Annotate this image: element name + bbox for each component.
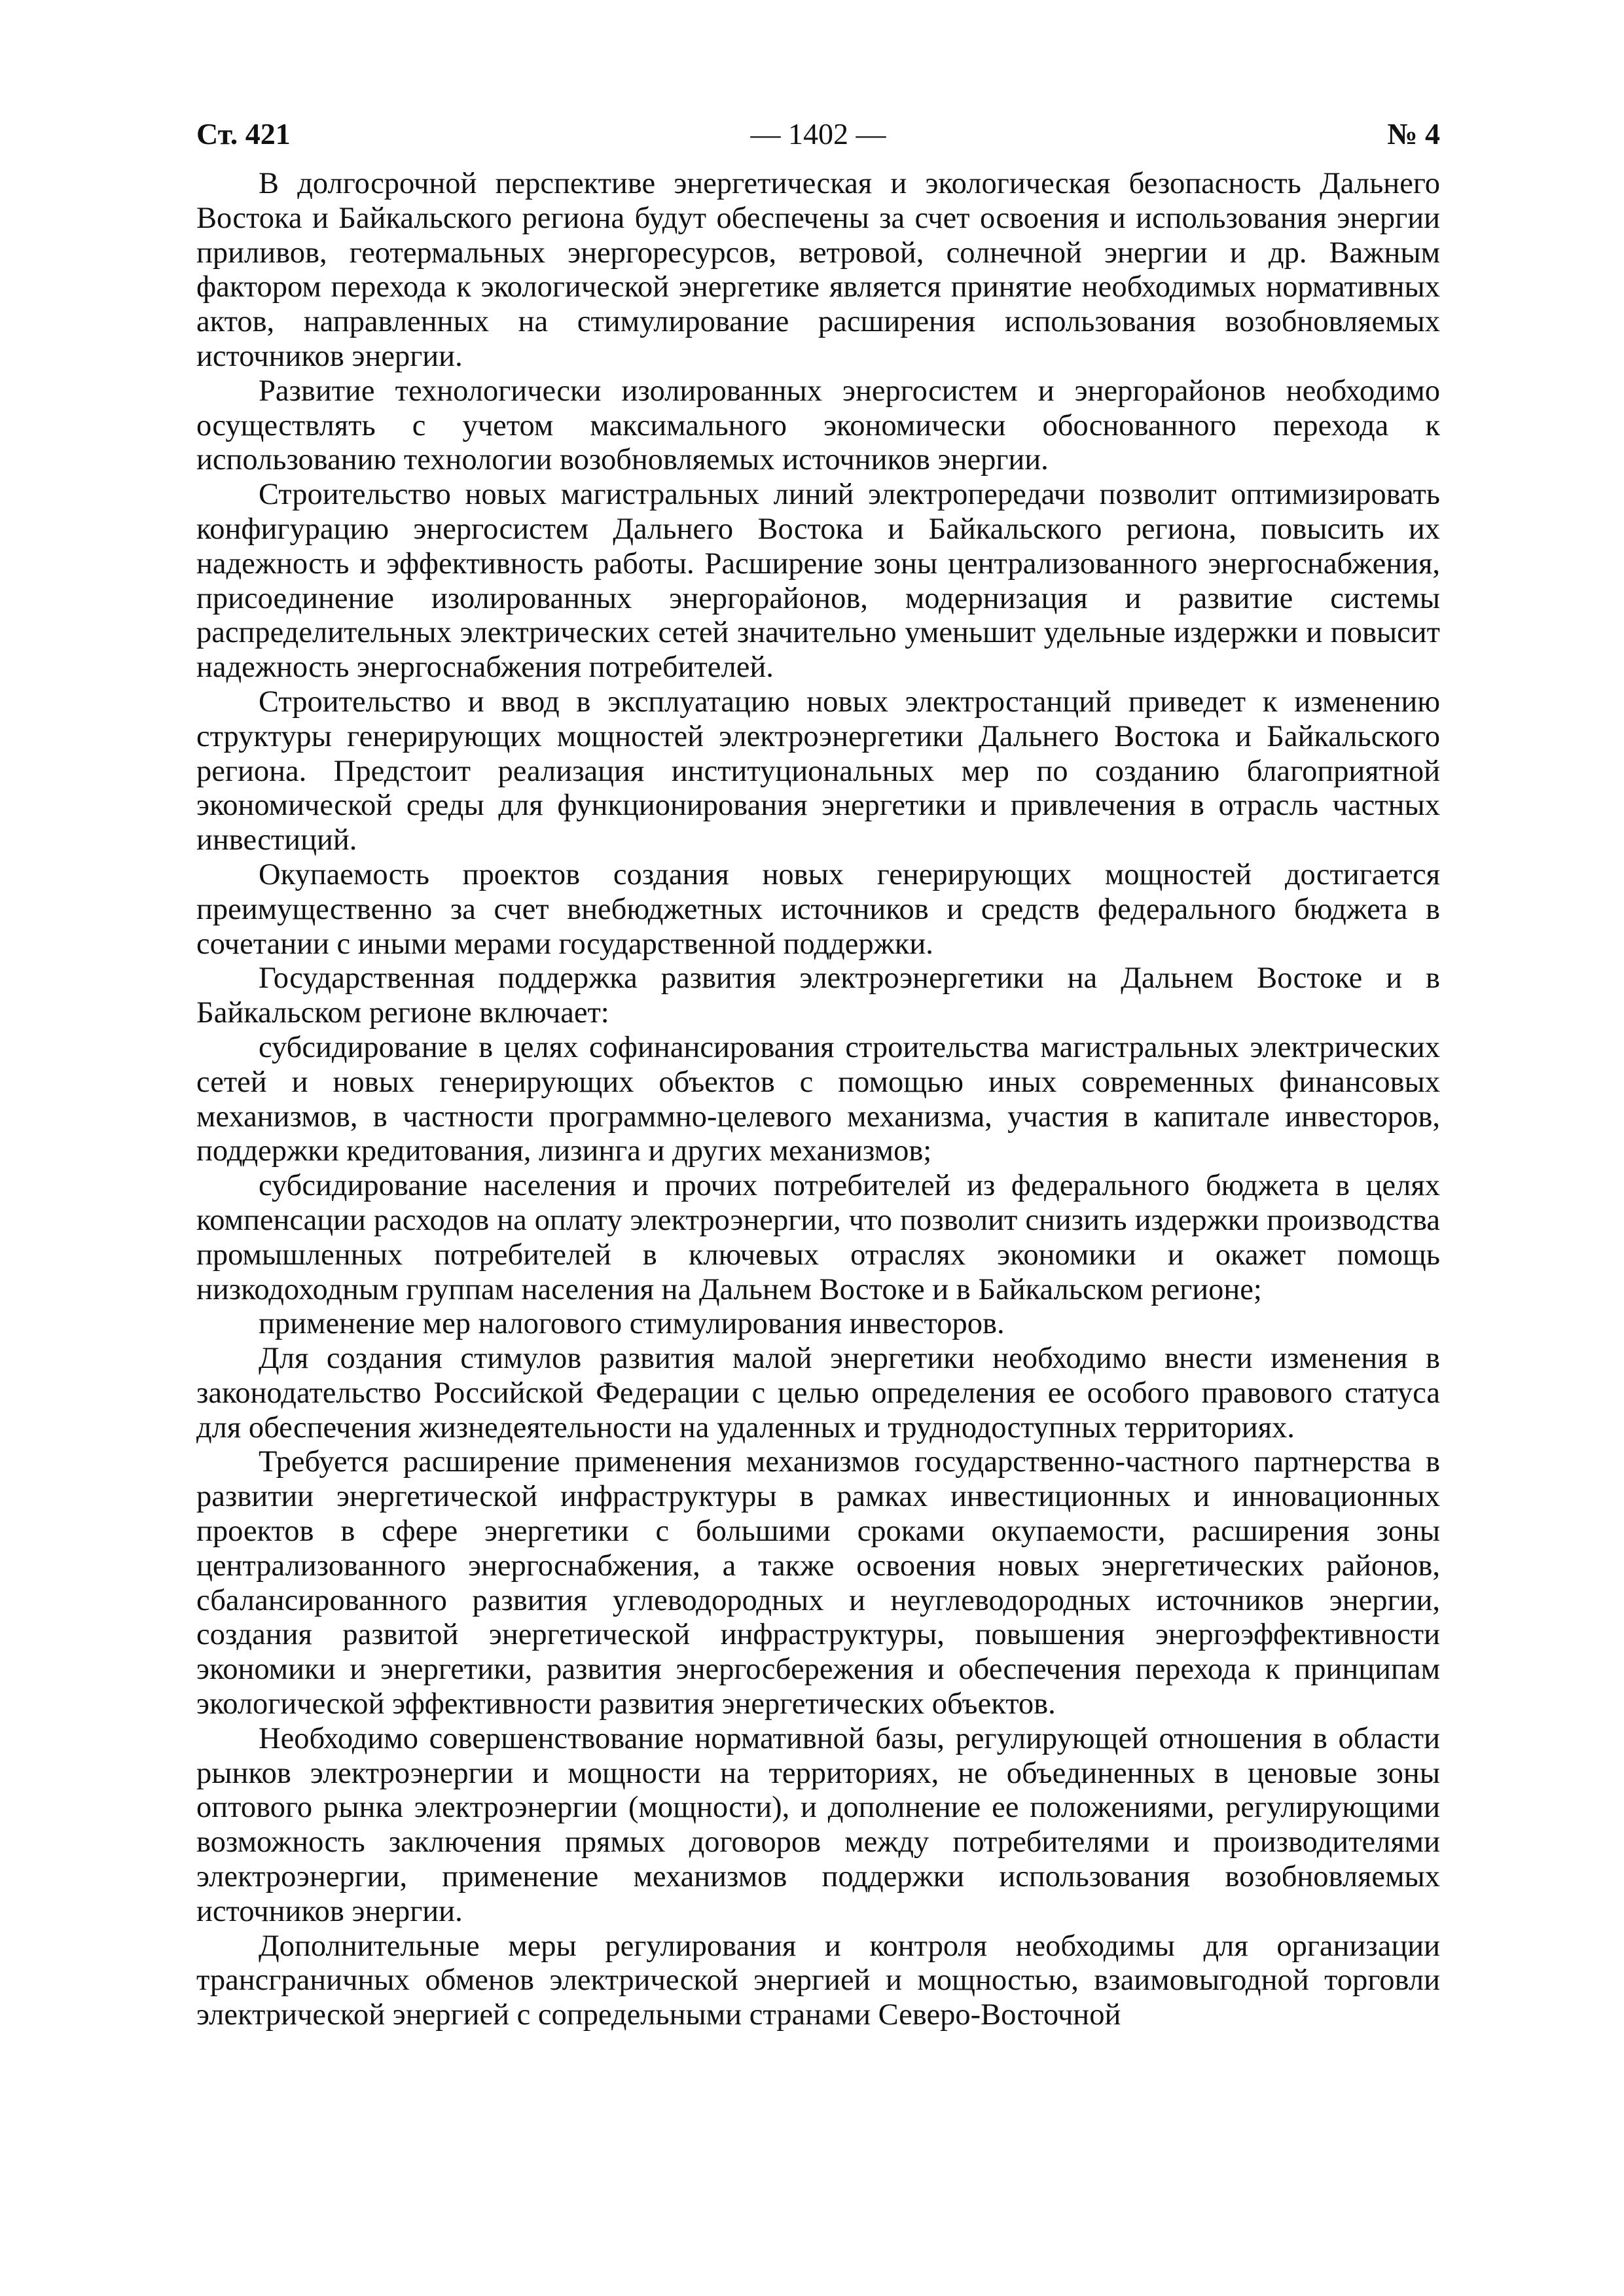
list-item-paragraph: субсидирование в целях софинансирования строительства магистральных электрических сетей и новых генерирующих объектов с помощью иных современных финансовых механизмов, в частности программно-целевого механизма, участия в капитале инвесторов, поддержки кредитования, лизинга и других механизмов; [196, 1030, 1440, 1168]
paragraph: Государственная поддержка развития электроэнергетики на Дальнем Востоке и в Байкальском регионе включает: [196, 961, 1440, 1030]
paragraph: В долгосрочной перспективе энергетическая и экологическая безопасность Дальнего Востока и Байкальского региона будут обеспечены за счет освоения и использования энергии приливов, геотермальных энергоресурсов, ветровой, солнечной энергии и др. Важным фактором перехода к экологической энергетике является принятие необходимых нормативных актов, направленных на стимулирование расширения использования возобновляемых источников энергии. [196, 167, 1440, 373]
paragraph: Для создания стимулов развития малой энергетики необходимо внести изменения в законодательство Российской Федерации с целью определения ее особого правового статуса для обеспечения жизнедеятельности на удаленных и труднодоступных территориях. [196, 1342, 1440, 1444]
paragraph: Строительство и ввод в эксплуатацию новых электростанций приведет к изменению структуры генерирующих мощностей электроэнергетики Дальнего Востока и Байкальского региона. Предстоит реализация институциональных мер по созданию благоприятной экономической среды для функционирования энергетики и привлечения в отрасль частных инвестиций. [196, 685, 1440, 857]
paragraph: Необходимо совершенствование нормативной базы, регулирующей отношения в области рынков электроэнергии и мощности на территориях, не объединенных в ценовые зоны оптового рынка электроэнергии (мощности), и дополнение ее положениями, регулирующими возможность заключения прямых договоров между потребителями и производителями электроэнергии, применение механизмов поддержки использования возобновляемых источников энергии. [196, 1721, 1440, 1928]
issue-number: № 4 [1387, 117, 1440, 151]
page-number: — 1402 — [750, 117, 886, 151]
document-body [196, 167, 1440, 2033]
paragraph: Дополнительные меры регулирования и контроля необходимы для организации трансграничных обменов электрической энергией и мощностью, взаимовыгодной торговли электрической энергией с сопредельными странами Северо-Восточной [196, 1929, 1440, 2032]
page-header [196, 111, 1440, 157]
list-item-paragraph: применение мер налогового стимулирования инвесторов. [259, 1307, 1005, 1341]
paragraph: Требуется расширение применения механизмов государственно-частного партнерства в развитии энергетической инфраструктуры в рамках инвестиционных и инновационных проектов в сфере энергетики с большими сроками окупаемости, расширения зоны централизованного энергоснабжения, а также освоения новых энергетических районов, сбалансированного развития углеводородных и неуглеводородных источников энергии, создания развитой энергетической инфраструктуры, повышения энергоэффективности экономики и энергетики, развития энергосбережения и обеспечения перехода к принципам экологической эффективности развития энергетических объектов. [196, 1445, 1440, 1721]
paragraph: Развитие технологически изолированных энергосистем и энергорайонов необходимо осуществлять с учетом максимального экономически обоснованного перехода к использованию технологии возобновляемых источников энергии. [196, 374, 1440, 477]
list-item-paragraph: субсидирование населения и прочих потребителей из федерального бюджета в целях компенсации расходов на оплату электроэнергии, что позволит снизить издержки производства промышленных потребителей в ключевых отраслях экономики и окажет помощь низкодоходным группам населения на Дальнем Востоке и в Байкальском регионе; [196, 1169, 1440, 1306]
paragraph: Окупаемость проектов создания новых генерирующих мощностей достигается преимущественно за счет внебюджетных источников и средств федерального бюджета в сочетании с иными мерами государственной поддержки. [196, 857, 1440, 961]
paragraph: Строительство новых магистральных линий электропередачи позволит оптимизировать конфигурацию энергосистем Дальнего Востока и Байкальского региона, повысить их надежность и эффективность работы. Расширение зоны централизованного энергоснабжения, присоединение изолированных энергорайонов, модернизация и развитие системы распределительных электрических сетей значительно уменьшит удельные издержки и повысит надежность энергоснабжения потребителей. [196, 478, 1440, 685]
article-number: Ст. 421 [196, 117, 291, 151]
